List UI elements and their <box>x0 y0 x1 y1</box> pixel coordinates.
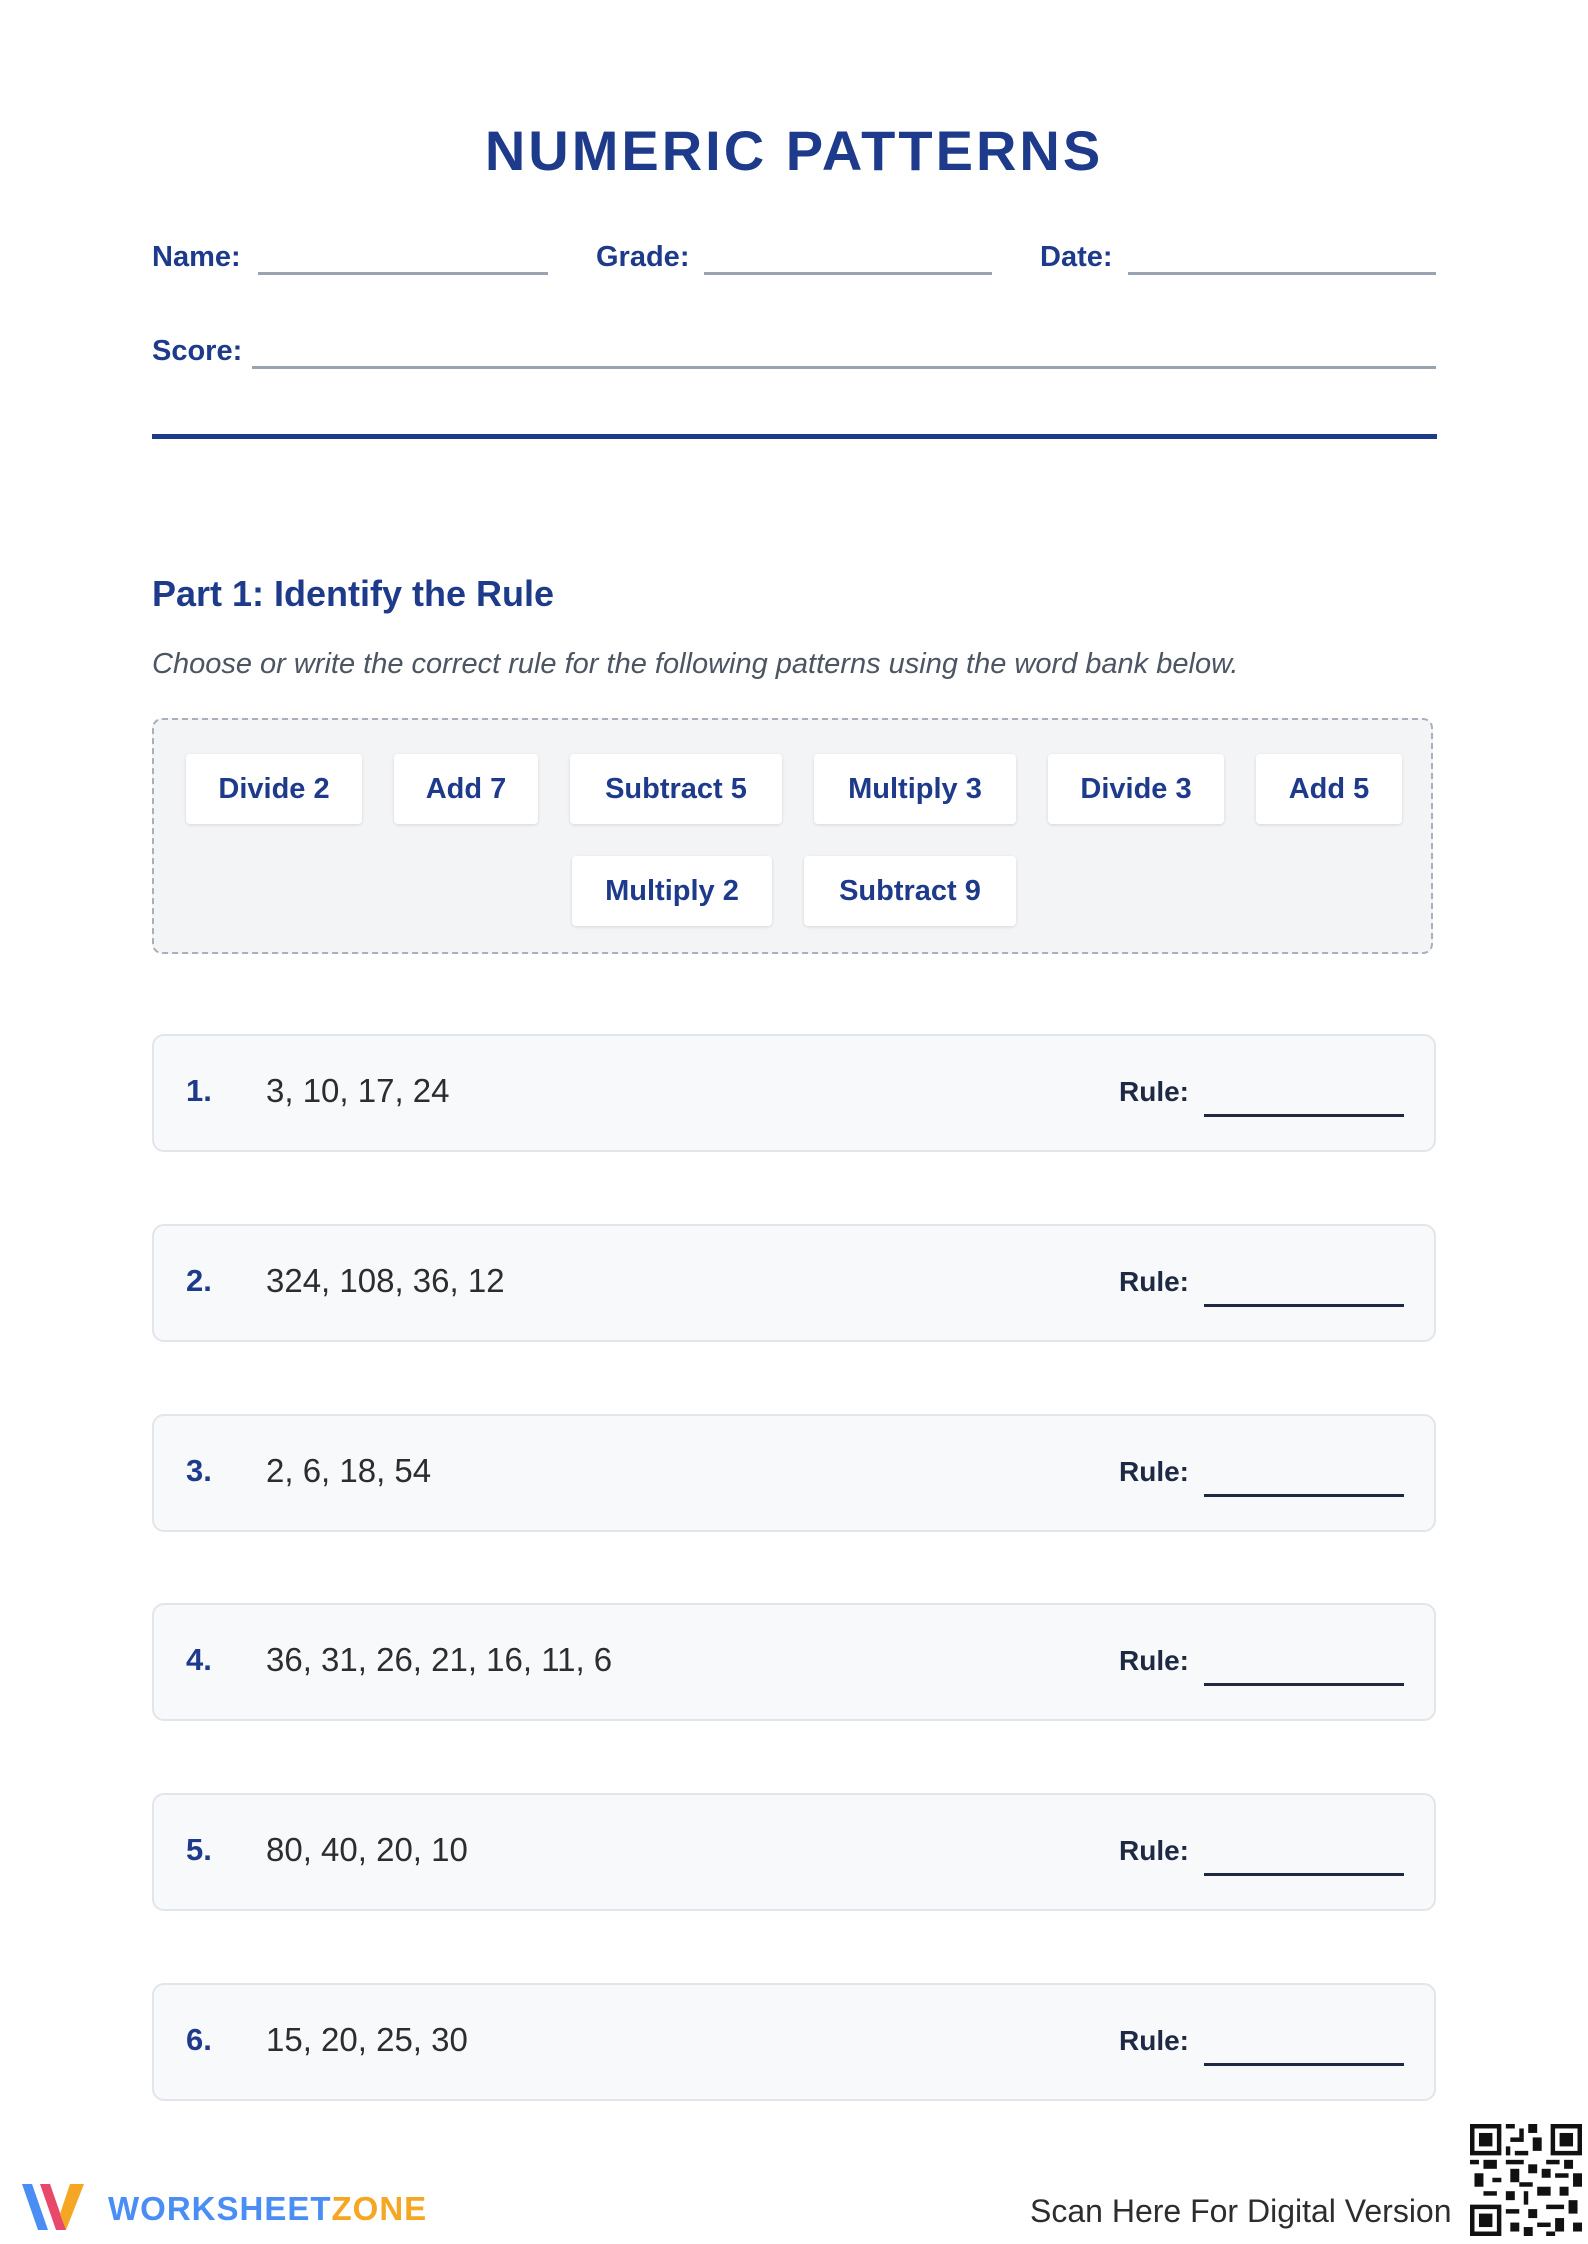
question-row <box>152 1224 1436 1342</box>
rule-answer-field[interactable] <box>1204 1114 1404 1117</box>
word-bank-chip[interactable]: Add 7 <box>394 754 538 824</box>
question-sequence: 36, 31, 26, 21, 16, 11, 6 <box>266 1641 613 1678</box>
scan-text: Scan Here For Digital Version <box>1030 2193 1452 2229</box>
word-bank-chip[interactable]: Divide 3 <box>1048 754 1224 824</box>
score-label: Score: <box>152 335 243 367</box>
question-sequence: 3, 10, 17, 24 <box>266 1072 450 1109</box>
rule-label: Rule: <box>1119 1076 1189 1107</box>
brand-name-part2: ZONE <box>331 2190 428 2227</box>
name-label: Name: <box>152 241 241 273</box>
header-divider <box>152 434 1437 439</box>
page-title: NUMERIC PATTERNS <box>484 119 1104 182</box>
word-bank-chip[interactable]: Multiply 2 <box>572 856 772 926</box>
word-bank-chip[interactable]: Multiply 3 <box>814 754 1016 824</box>
question-sequence: 2, 6, 18, 54 <box>266 1452 432 1489</box>
question-number: 1. <box>186 1073 212 1108</box>
question-sequence: 80, 40, 20, 10 <box>266 1831 468 1868</box>
brand-name-part1: WORKSHEET <box>108 2190 332 2227</box>
rule-answer-field[interactable] <box>1204 1304 1404 1307</box>
question-row <box>152 1034 1436 1152</box>
question-number: 3. <box>186 1453 212 1488</box>
question-row <box>152 1793 1436 1911</box>
instructions: Choose or write the correct rule for the following patterns using the word bank below. <box>152 648 1239 680</box>
part-1-title: Part 1: Identify the Rule <box>152 573 555 614</box>
word-bank-chip[interactable]: Divide 2 <box>186 754 362 824</box>
score-field[interactable] <box>252 366 1436 369</box>
rule-answer-field[interactable] <box>1204 2063 1404 2066</box>
rule-label: Rule: <box>1119 1645 1189 1676</box>
grade-label: Grade: <box>596 241 690 273</box>
word-bank <box>152 718 1433 954</box>
rule-answer-field[interactable] <box>1204 1683 1404 1686</box>
word-bank-chip[interactable]: Subtract 9 <box>804 856 1016 926</box>
rule-label: Rule: <box>1119 2025 1189 2056</box>
word-bank-chip[interactable]: Subtract 5 <box>570 754 782 824</box>
name-field[interactable] <box>258 272 548 275</box>
date-label: Date: <box>1040 241 1113 273</box>
rule-answer-field[interactable] <box>1204 1494 1404 1497</box>
question-row <box>152 1983 1436 2101</box>
rule-label: Rule: <box>1119 1456 1189 1487</box>
brand-name <box>108 2190 427 2228</box>
rule-label: Rule: <box>1119 1835 1189 1866</box>
question-sequence: 15, 20, 25, 30 <box>266 2021 468 2058</box>
grade-field[interactable] <box>704 272 992 275</box>
word-bank-chip[interactable]: Add 5 <box>1256 754 1402 824</box>
question-sequence: 324, 108, 36, 12 <box>266 1262 505 1299</box>
question-row <box>152 1603 1436 1721</box>
worksheetzone-logo-icon <box>18 2180 98 2234</box>
question-number: 4. <box>186 1642 212 1677</box>
rule-answer-field[interactable] <box>1204 1873 1404 1876</box>
question-row <box>152 1414 1436 1532</box>
rule-label: Rule: <box>1119 1266 1189 1297</box>
question-number: 6. <box>186 2022 212 2057</box>
qr-code-icon[interactable] <box>1470 2124 1582 2236</box>
question-number: 5. <box>186 1832 212 1867</box>
date-field[interactable] <box>1128 272 1436 275</box>
question-number: 2. <box>186 1263 212 1298</box>
